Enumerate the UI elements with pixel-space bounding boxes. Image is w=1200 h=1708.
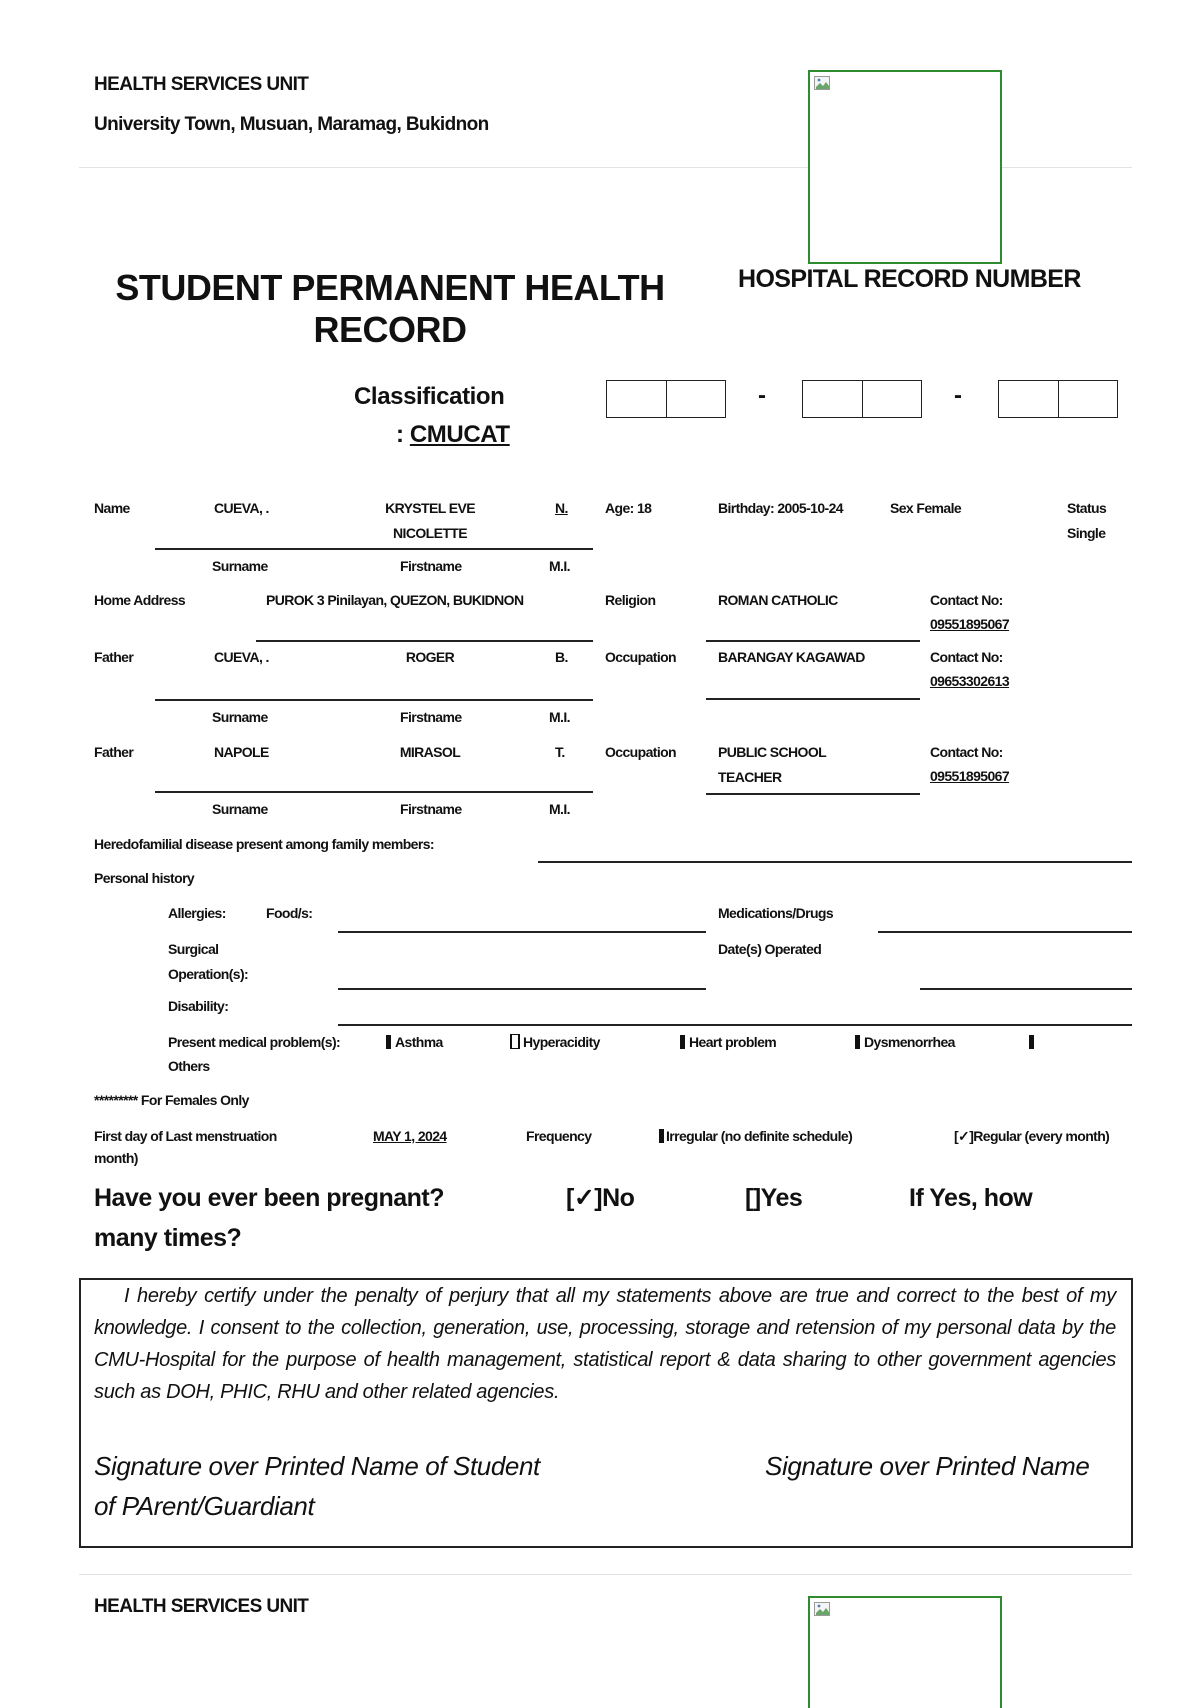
mother-contact-value: 09551895067: [930, 768, 1010, 784]
parent-signature-label: Signature over Printed Name: [765, 1451, 1090, 1481]
pregnant-yes-option[interactable]: []Yes: [745, 1184, 803, 1212]
dysmenorrhea-option[interactable]: Dysmenorrhea: [855, 1030, 955, 1055]
student-age: Age: 18: [605, 500, 652, 516]
irregular-checkbox[interactable]: [659, 1129, 664, 1143]
mother-contact-label: Contact No:: [930, 744, 1003, 760]
hyperacidity-checkbox[interactable]: [510, 1034, 520, 1049]
mother-surname: NAPOLE: [214, 744, 269, 760]
mi-caption: M.I.: [549, 558, 570, 574]
record-number-separator: -: [954, 382, 962, 409]
present-problems-label: Present medical problem(s):: [168, 1034, 341, 1050]
females-only-label: ********* For Females Only: [94, 1092, 249, 1108]
asthma-checkbox[interactable]: [386, 1035, 391, 1049]
mother-label: Father: [94, 744, 134, 760]
student-firstname: KRYSTEL EVE NICOLETTE: [385, 500, 475, 541]
religion-label: Religion: [605, 592, 656, 608]
home-address-line: [256, 640, 593, 642]
father-contact-label: Contact No:: [930, 649, 1003, 665]
medications-line[interactable]: [878, 931, 1132, 933]
heart-problem-checkbox[interactable]: [680, 1035, 685, 1049]
father-name-line: [155, 699, 593, 701]
pregnancy-count-label-2: many times?: [94, 1224, 242, 1252]
mother-firstname: MIRASOL: [399, 744, 461, 760]
parent-signature-label-2: of PArent/Guardiant: [94, 1491, 315, 1521]
student-name-line: [155, 548, 593, 550]
name-label: Name: [94, 500, 130, 516]
home-address-value: PUROK 3 Pinilayan, QUEZON, BUKIDNON: [266, 592, 524, 608]
father-mi: B.: [555, 649, 568, 665]
regular-option-wrap: month): [94, 1150, 138, 1166]
food-label: Food/s:: [266, 905, 313, 921]
heredofamilial-label: Heredofamilial disease present among family members:: [94, 836, 434, 852]
student-contact-label: Contact No:: [930, 592, 1003, 608]
classification-value: : CMUCAT: [396, 421, 510, 448]
title-line-2: RECORD: [313, 309, 467, 350]
food-allergy-line[interactable]: [338, 931, 706, 933]
hyperacidity-option[interactable]: Hyperacidity: [510, 1030, 600, 1055]
heredofamilial-line[interactable]: [538, 861, 1132, 863]
surname-caption: Surname: [212, 558, 268, 574]
medications-label: Medications/Drugs: [718, 905, 834, 921]
irregular-option[interactable]: Irregular (no definite schedule): [659, 1124, 852, 1149]
allergies-label: Allergies:: [168, 905, 226, 921]
disability-line[interactable]: [338, 1024, 1132, 1026]
surname-caption: Surname: [212, 801, 268, 817]
student-signature-label: Signature over Printed Name of Student: [94, 1451, 540, 1481]
others-checkbox[interactable]: [1029, 1030, 1034, 1055]
pregnant-no-option[interactable]: [✓]No: [566, 1184, 635, 1212]
mi-caption: M.I.: [549, 801, 570, 817]
page-title: [100, 267, 680, 351]
father-firstname: ROGER: [405, 649, 455, 665]
student-birthday: Birthday: 2005-10-24: [718, 500, 843, 516]
record-number-separator: -: [758, 382, 766, 409]
student-photo: [808, 70, 1002, 264]
father-contact-value: 09653302613: [930, 673, 1010, 689]
mi-caption: M.I.: [549, 709, 570, 725]
unit-name: HEALTH SERVICES UNIT: [94, 74, 309, 95]
certification-text: I hereby certify under the penalty of perjury that all my statements above are true and correct to the best of my knowledge. I consent to the collection, generation, use, processing, storage and retension of my personal data by the CMU-Hospital for the purpose of health management, statistical report & data sharing to other government agencies such as DOH, PHIC, RHU and other related agencies.: [94, 1285, 1116, 1403]
disability-label: Disability:: [168, 998, 229, 1014]
record-number-box-3[interactable]: [998, 380, 1118, 418]
religion-line: [706, 640, 920, 642]
record-number-box-1[interactable]: [606, 380, 726, 418]
pregnancy-count-label: If Yes, how: [909, 1184, 1033, 1212]
firstname-caption: Firstname: [400, 801, 462, 817]
dysmenorrhea-checkbox[interactable]: [855, 1035, 860, 1049]
broken-image-icon: [814, 76, 834, 92]
surname-caption: Surname: [212, 709, 268, 725]
dates-operated-label: Date(s) Operated: [718, 941, 822, 957]
footer-divider: [79, 1574, 1132, 1575]
classification-code: CMUCAT: [409, 421, 510, 448]
father-occupation-label: Occupation: [605, 649, 677, 665]
student-mi: N.: [555, 500, 568, 516]
heart-problem-option[interactable]: Heart problem: [680, 1030, 776, 1055]
title-line-1: STUDENT PERMANENT HEALTH: [115, 267, 665, 308]
mother-occupation-line: [706, 793, 920, 795]
broken-image-icon: [814, 1602, 834, 1618]
student-surname: CUEVA, .: [214, 500, 269, 516]
firstname-caption: Firstname: [400, 558, 462, 574]
father-surname: CUEVA, .: [214, 649, 269, 665]
unit-address: University Town, Musuan, Maramag, Bukidnon: [94, 114, 489, 135]
menstruation-label: First day of Last menstruation: [94, 1128, 277, 1144]
father-label: Father: [94, 649, 134, 665]
personal-history-label: Personal history: [94, 870, 195, 886]
asthma-option[interactable]: Asthma: [386, 1030, 443, 1055]
student-sex: Sex Female: [890, 500, 962, 516]
frequency-label: Frequency: [526, 1128, 592, 1144]
footer-photo: [808, 1596, 1002, 1708]
others-label: Others: [168, 1058, 210, 1074]
surgical-line[interactable]: [338, 988, 706, 990]
mother-occupation-label: Occupation: [605, 744, 677, 760]
dates-operated-line[interactable]: [920, 988, 1132, 990]
student-contact-value: 09551895067: [930, 616, 1010, 632]
mother-name-line: [155, 791, 593, 793]
firstname-caption: Firstname: [400, 709, 462, 725]
surgical-label: Surgical Operation(s):: [168, 941, 249, 982]
classification-label: Classification: [354, 383, 505, 410]
regular-option[interactable]: [✓]Regular (every month): [954, 1128, 1110, 1144]
pregnancy-question: Have you ever been pregnant?: [94, 1184, 445, 1212]
mother-occupation-value: PUBLIC SCHOOL TEACHER: [718, 744, 826, 785]
mother-mi: T.: [555, 744, 565, 760]
father-occupation-value: BARANGAY KAGAWAD: [718, 649, 865, 665]
footer-unit-name: HEALTH SERVICES UNIT: [94, 1596, 309, 1617]
hospital-record-number-label: HOSPITAL RECORD NUMBER: [738, 265, 1081, 293]
religion-value: ROMAN CATHOLIC: [718, 592, 838, 608]
father-occupation-line: [706, 698, 920, 700]
menstruation-date: MAY 1, 2024: [373, 1128, 447, 1144]
home-address-label: Home Address: [94, 592, 186, 608]
student-status: Status Single: [1067, 500, 1107, 541]
record-number-box-2[interactable]: [802, 380, 922, 418]
